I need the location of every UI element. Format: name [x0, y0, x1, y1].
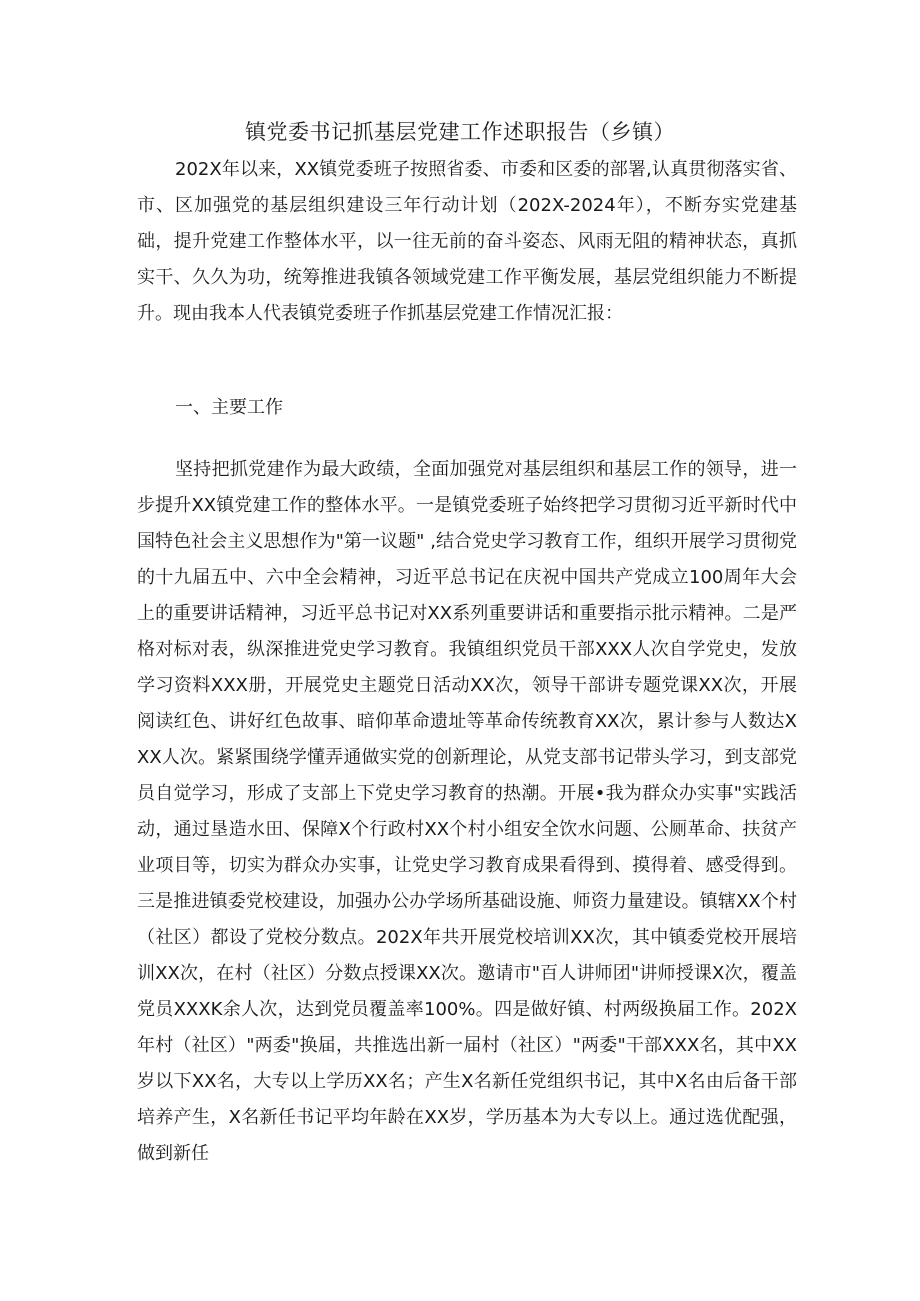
section-paragraph: 坚持把抓党建作为最大政绩，全面加强党对基层组织和基层工作的领导，进一步提升XX镇党建工作的整体水平。一是镇党委班子始终把学习贯彻习近平新时代中国特色社会主义思想作为"第一议题" ,结合党史学习教育工作，组织开展学习贯彻党的十九届五中、六中全会精神，习近平总书记在庆祝中国共产党成立100周年大会上的重要讲话精神，习近平总书记对XX系列重要讲话和重要指示批示精神。二是严格对标对表，纵深推进党史学习教育。我镇组织党员干部XXX人次自学党史，发放学习资料XXX册，开展党史主题党日活动XX次，领导干部讲专题党课XX次，开展阅读红色、讲好红色故事、暗仰革命遗址等革命传统教育XX次，累计参与人数达XXX人次。紧紧围绕学懂弄通做实党的创新理论，从党支部书记带头学习，到支部党员自觉学习，形成了支部上下党史学习教育的热潮。开展•我为群众办实事"实践活动，通过垦造水田、保障X个行政村XX个村小组安全饮水问题、公厕革命、扶贫产业项目等，切实为群众办实事，让党史学习教育成果看得到、摸得着、感受得到。三是推进镇委党校建设，加强办公办学场所基础设施、师资力量建设。镇辖XX个村（社区）都设了党校分数点。202X年共开展党校培训XX次，其中镇委党校开展培训XX次，在村（社区）分数点授课XX次。邀请市"百人讲师团"讲师授课X次，覆盖党员XXXK余人次，达到党员覆盖率100%。四是做好镇、村两级换届工作。202X年村（社区）"两委"换届，共推选出新一届村（社区）"两委"干部XXX名，其中XX岁以下XX名，大专以上学历XX名；产生X名新任党组织书记，其中X名由后备干部培养产生，X名新任书记平均年龄在XX岁，学历基本为大专以上。通过选优配强，做到新任 — [137, 459, 797, 1164]
document-title: 镇党委书记抓基层党建工作述职报告（乡镇） — [245, 120, 675, 144]
intro-paragraph: 202X年以来，XX镇党委班子按照省委、市委和区委的部署,认真贯彻落实省、市、区加强党的基层组织建设三年行动计划（202X-2024年），不断夯实党建基础，提升党建工作整体水平，以一往无前的奋斗姿态、风雨无阻的精神状态，真抓实干、久久为功，统筹推进我镇各领域党建工作平衡发展，基层党组织能力不断提升。现由我本人代表镇党委班子作抓基层党建工作情况汇报： — [137, 159, 797, 324]
section-heading: 一、主要工作 — [175, 397, 283, 418]
